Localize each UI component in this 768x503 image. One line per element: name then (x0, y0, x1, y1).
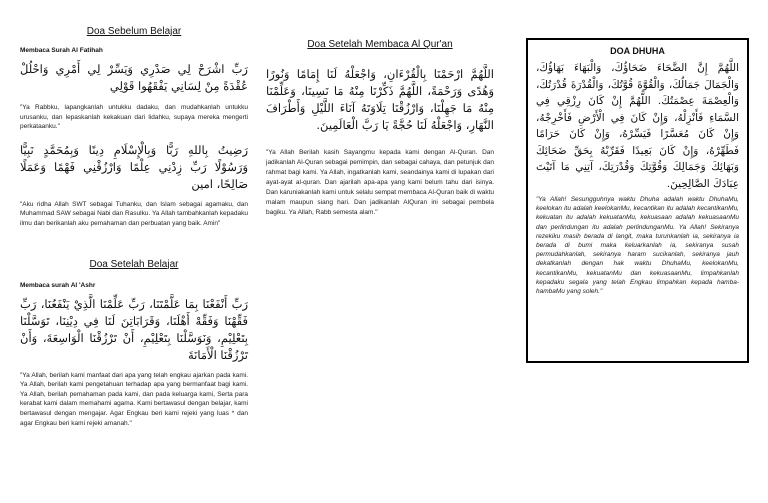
translation-before-2: "Aku ridha Allah SWT sebagai Tuhanku, dan Islam sebagai agamaku, dan Muhammad SAW sebagai Nabi dan Rasulku. Ya Allah tambahkanlah kepadaku ilmu dan berikanlah aku pemahaman dan perbuatan yang baik. Amin" (20, 200, 248, 227)
arabic-prayer-quran: اللَّهُمَّ ارْحَمْنَا بِالْقُرْءَانِ، وَاجْعَلْهُ لَنَا إِمَامًا وَنُورًا وَهُدًى وَرَحْمَةً، اللَّهُمَّ ذَكِّرْنَا مِنْهُ مَا نَسِينَا، وَعَلِّمْنَا مِنْهُ مَا جَهِلْنَا، وَارْزُقْنَا تِلَاوَتَهُ آنَاءَ اللَّيْلِ وَأَطْرَافَ النَّهَارِ، وَاجْعَلْهُ لَنَا حُجَّةً يَا رَبَّ الْعَالَمِينَ. (266, 67, 494, 132)
column-before-after-study (20, 0, 248, 428)
arabic-prayer-before-2: رَضِيتُ بِاللهِ رَبًّا وَبِالْإِسْلَامِ دِينًا وَبِمُحَمَّدٍ نَبِيًّا وَرَسُوْلًا رَبِّ زِدْنِي عِلْمًا وَارْزُقْنِي فَهْمًا وَعَمَلًا صَالِحًا، امين (20, 142, 248, 191)
translation-after: "Ya Allah, berilah kami manfaat dari apa yang telah engkau ajarkan pada kami. Ya Allah, berilah kami pengetahuan terhadap apa yang bermanfaat bagi kami. Ya Allah, berilah pemahaman pada kami, dan pada keluarga kami, Serta para kerabat kami dalam memahami agama. Kami bertawasul dengan belajar, kami bertawasul dengan mengajar. Agar Engkau beri kami rejeki yang luas * dan agar Engkau beri kami rejeki amanah." (20, 371, 248, 427)
translation-dhuha: "Ya Allah! Sesungguhnya waktu Dhuha adalah waktu DhuhaMu, keelokan itu adalah keelokanMu, kecantikan itu adalah kecantikanMu, kekuatan itu adalah kekuatanMu, kekuasaan adalah kekuasaanMu dan perlindungan itu adalah perlindunganMu. Ya Allah! Sekiranya rezekiku masih berada di langit, maka turunkanlah ia, sekiranya ia berada di bumi maka keluarkanlah ia, sekiranya susah permudahkanlah, sekiranya haram sucikanlah, sekiranya jauh dekatkanlah dengan hak waktu DhuhaMu, keelokanMu, kecantikanMu, kekuatanMu dan kekuasaanMu, limpahkanlah kepadaku segala yang telah Engkau limpahkan kepada hamba-hambaMu yang soleh." (536, 196, 739, 296)
heading-after-quran: Doa Setelah Membaca Al Qur'an (307, 39, 453, 50)
heading-doa-dhuha: DOA DHUHA (610, 46, 665, 56)
arabic-prayer-dhuha: اللَّهُمَّ إِنَّ الضَّحَاءَ ضَحَاؤُكَ، وَالْبَهَاءَ بَهَاؤُكَ، وَالْجَمَالَ جَمَالُكَ، وَالْقُوَّةَ قُوَّتُكَ، وَالْقُدْرَةَ قُدْرَتُكَ، وَالْعِصْمَةَ عِصْمَتُكَ. اللَّهُمَّ إِنْ كَانَ رِزْقِي فِي السَّمَاءِ فَأَنْزِلْهُ، وَإِنْ كَانَ فِي الْأَرْضِ فَأَخْرِجْهُ، وَإِنْ كَانَ مُعَسَّرًا فَيَسِّرْهُ، وَإِنْ كَانَ حَرَامًا فَطَهِّرْهُ، وَإِنْ كَانَ بَعِيدًا فَقَرِّبْهُ بِحَقِّ ضَحَائِكَ وَبَهَائِكَ وَجَمَالِكَ وَقُوَّتِكَ وَقُدْرَتِكَ، آتِنِي مَا آتَيْتَ عِبَادَكَ الصَّالِحِينَ. (536, 62, 739, 190)
surah-label-ashr: Membaca surah Al 'Ashr (20, 281, 96, 289)
surah-label-fatihah: Membaca Surah Al Fatihah (20, 47, 103, 54)
column-after-quran (266, 0, 494, 218)
heading-after-study: Doa Setelah Belajar (89, 258, 179, 270)
arabic-prayer-before-1: رَبِّ اشْرَحْ لِي صَدْرِي وَيَسِّرْ لِي أَمْرِي وَاحْلُلْ عُقْدَةً مِنْ لِسَانِي يَفْقَهُوا قَوْلِي (20, 62, 248, 93)
doa-dhuha-box (526, 38, 749, 363)
arabic-prayer-after: رَبِّ أَنْفَعْنَا بِمَا عَلَّمْتَنَا، رَبِّ عَلِّمْنَا الَّذِيْ يَنْفَعُنَا، رَبِّ فَقِّهْنَا وَفَقِّهْ أَهْلَنَا، وَقَرَابَاتِنَ لَنَا فِي دِيْنِنَا، تَوَسَّلْنَا بِتَعْلِيْمِ، وَنَوَسَّلْنَا بِتَعْلِيْمِ، أَنْ تَرْزُقْنَا الْوَاسِعَةَ، وَأَنْ تَرْزُقْنَا الْأَمَانَةَ (20, 296, 248, 362)
translation-before-1: "Ya Rabbku, lapangkanlah untukku dadaku, dan mudahkanlah untukku urusanku, dan lepaskanlah kekakuan dari lidahku, supaya mereka mengerti perkataanku." (20, 104, 248, 131)
translation-quran: "Ya Allah Berilah kasih Sayangmu kepada kami dengan Al-Quran. Dan jadikanlah Al-Quran sebagai pemimpin, dan sebagai cahaya, dan petunjuk dan rahmat bagi kami. Ya Allah, ingatkanlah kami, seandainya kami di lupakan dari ayat-ayat al-quran. Dan ajarilah apa-apa yang kami belum tahu dari isinya. Dan karuniakanlah kami untuk selalu sempat membaca Al-Quran baik di waktu malam maupun siang hari. Dan jadikanlah AlQuran ini sebagai pembela bagiku. Ya Allah, Rabb semesta alam." (266, 149, 494, 216)
heading-before-study: Doa Sebelum Belajar (86, 26, 182, 37)
